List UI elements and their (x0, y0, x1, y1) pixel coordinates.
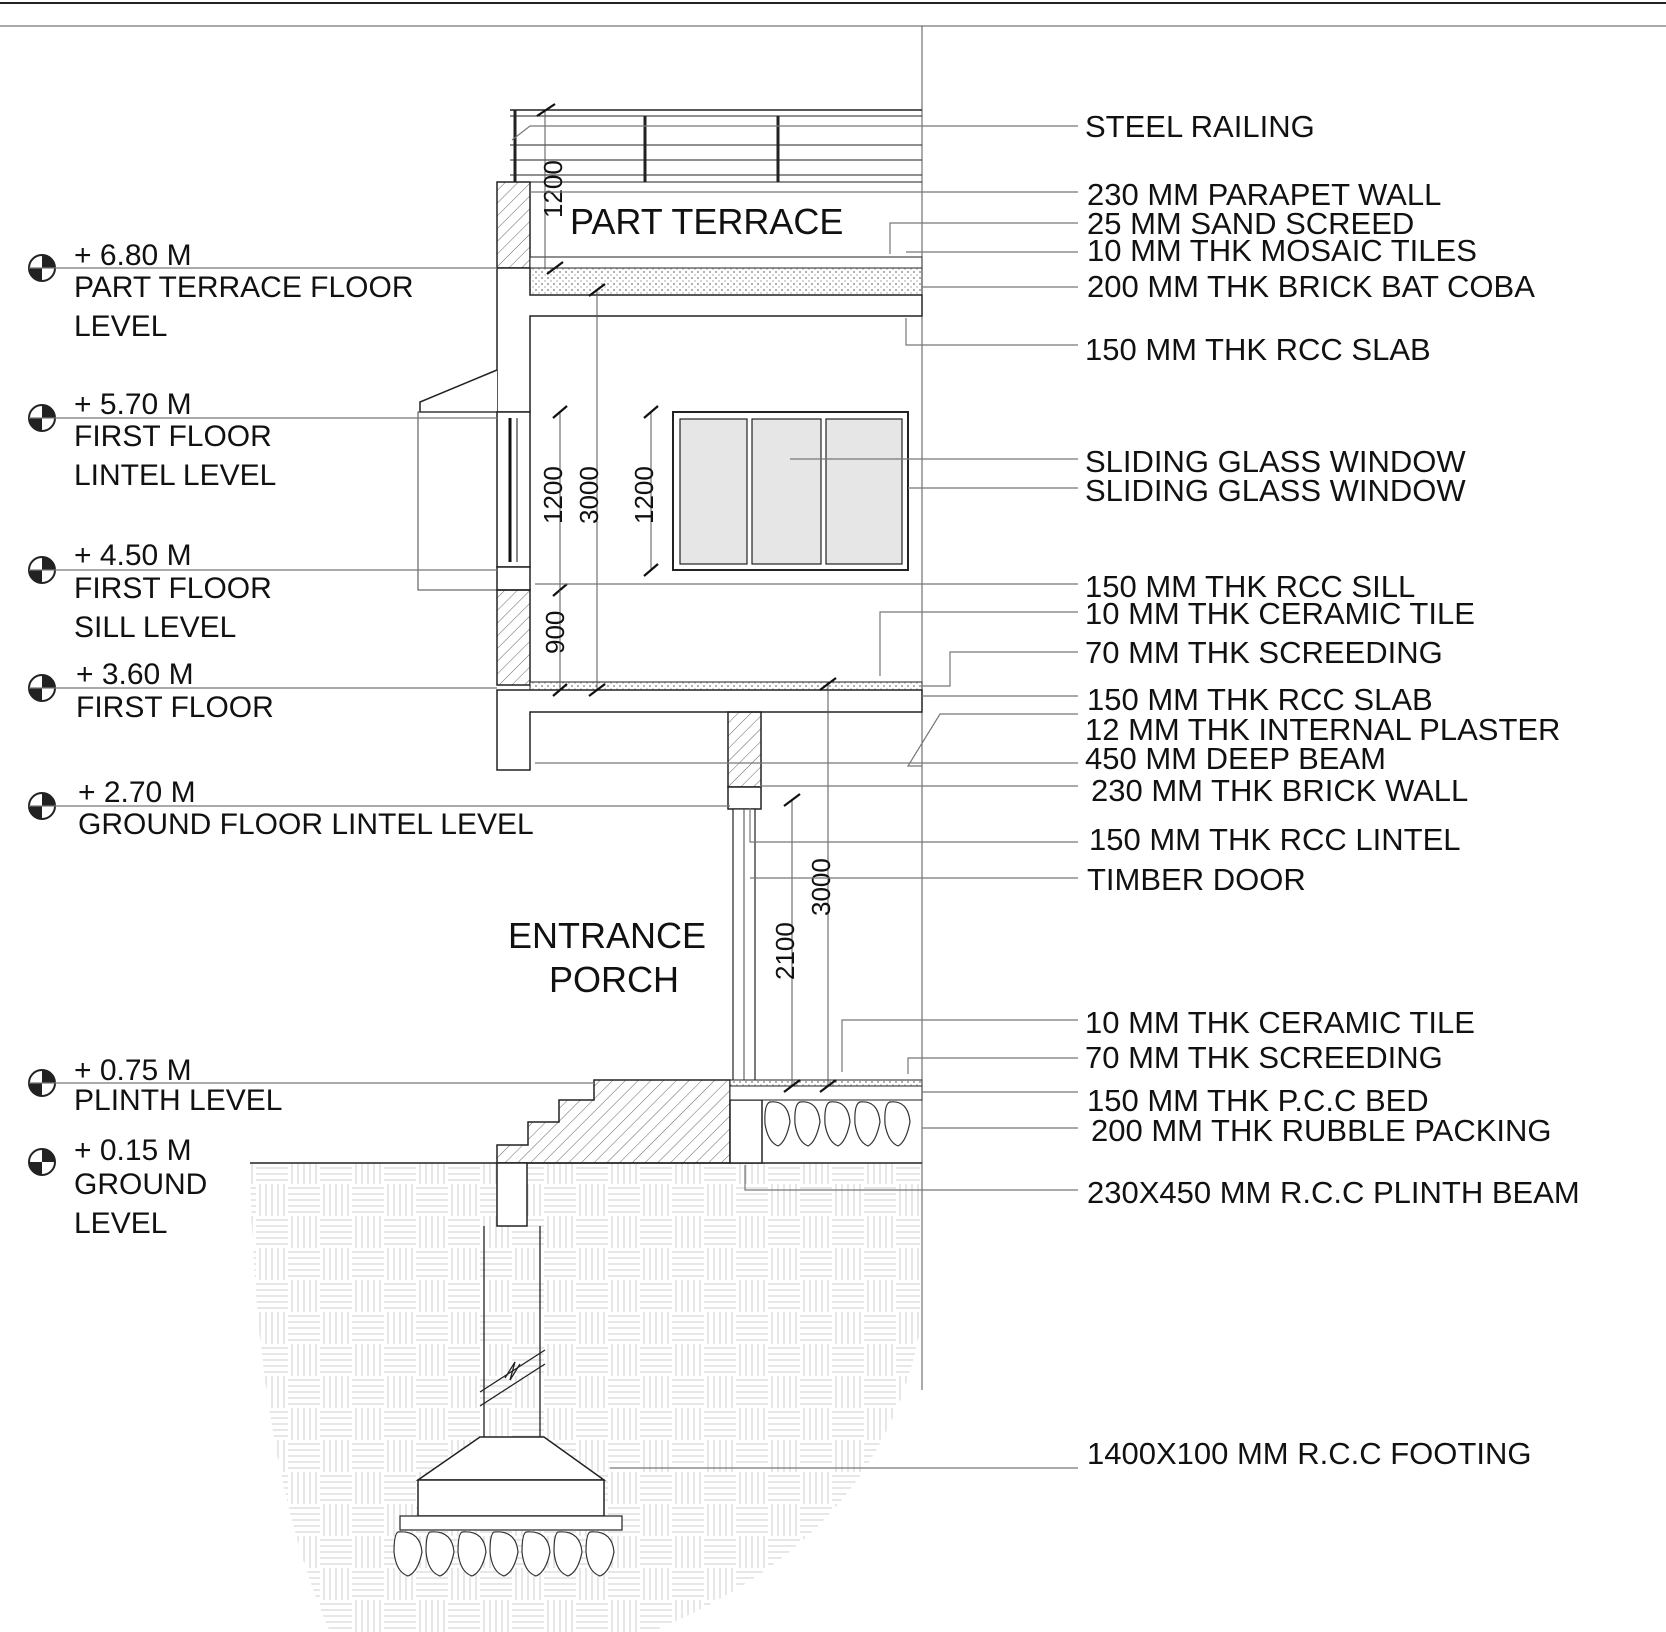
level-value: + 3.60 M (76, 658, 194, 691)
annotation-label: 150 MM THK RCC SLAB (1085, 332, 1431, 367)
level-marker (29, 1149, 55, 1175)
dimension-text: 1200 (629, 466, 659, 524)
annotation-label: SLIDING GLASS WINDOW (1085, 473, 1466, 508)
steel-railing (510, 110, 922, 182)
dimension-text: 1200 (538, 466, 568, 524)
dimension-text: 3000 (806, 858, 836, 916)
level-value: + 0.15 M (74, 1134, 192, 1167)
rubble-packing (765, 1102, 910, 1146)
dimension-text: 2100 (770, 922, 800, 980)
first-floor-finish (530, 682, 922, 690)
annotation-label: 150 MM THK P.C.C BED (1087, 1083, 1429, 1118)
dimension-text: 1200 (538, 160, 568, 218)
level-name: SILL LEVEL (74, 611, 237, 644)
annotation-label: 200 MM THK RUBBLE PACKING (1091, 1113, 1552, 1148)
rcc-lintel (728, 787, 761, 809)
annotation-label: 150 MM THK RCC LINTEL (1089, 822, 1461, 857)
level-name: FIRST FLOOR (74, 420, 272, 453)
annotation-label: 230 MM THK BRICK WALL (1091, 773, 1469, 808)
annotation-label: 25 MM SAND SCREED (1087, 206, 1415, 241)
annotation-label: 450 MM DEEP BEAM (1085, 741, 1386, 776)
plinth-beam (730, 1100, 762, 1163)
annotation-label: 1400X100 MM R.C.C FOOTING (1087, 1436, 1532, 1471)
first-floor-slab-beam (497, 690, 922, 770)
room-label-porch: ENTRANCE (508, 915, 707, 956)
annotation-label: 70 MM THK SCREEDING (1085, 1040, 1443, 1075)
level-value: + 2.70 M (78, 776, 196, 809)
annotation-label: 200 MM THK BRICK BAT COBA (1087, 269, 1535, 304)
annotation-label: SLIDING GLASS WINDOW (1085, 444, 1466, 479)
chajja (420, 370, 497, 412)
dimension-text: 900 (540, 610, 570, 654)
entrance-steps (497, 1080, 730, 1163)
level-name: GROUND (74, 1168, 208, 1201)
level-name: LINTEL LEVEL (74, 459, 277, 492)
level-name: LEVEL (74, 310, 168, 343)
level-value: + 6.80 M (74, 239, 192, 272)
level-name: PLINTH LEVEL (74, 1084, 283, 1117)
annotation-label: 150 MM THK RCC SLAB (1087, 682, 1433, 717)
annotation-label: 10 MM THK CERAMIC TILE (1085, 596, 1475, 631)
chajja-projection (418, 412, 497, 590)
annotation-label: STEEL RAILING (1085, 109, 1315, 144)
annotation-label: 70 MM THK SCREEDING (1085, 635, 1443, 670)
ground-floor-brick-wall (728, 712, 761, 787)
room-label-terrace: PART TERRACE (570, 201, 844, 242)
level-name: GROUND FLOOR LINTEL LEVEL (78, 808, 534, 841)
level-name: FIRST FLOOR (76, 691, 274, 724)
sliding-glass-window (673, 412, 908, 570)
level-value: + 0.75 M (74, 1054, 192, 1087)
mosaic-tile-layer (530, 257, 922, 268)
room-label-porch: PORCH (549, 959, 680, 1000)
first-floor-wall (497, 590, 530, 685)
level-value: + 4.50 M (74, 539, 192, 572)
ground-floor-finish (730, 1080, 922, 1086)
window-frame-section (497, 412, 530, 567)
footing-pcc (418, 1480, 604, 1516)
annotation-labels (1085, 109, 1580, 1471)
annotation-label: 150 MM THK RCC SILL (1085, 569, 1416, 604)
annotation-label: 12 MM THK INTERNAL PLASTER (1085, 712, 1561, 747)
annotation-label: 230X450 MM R.C.C PLINTH BEAM (1087, 1175, 1580, 1210)
parapet-wall (497, 182, 530, 268)
annotation-label: 230 MM PARAPET WALL (1087, 177, 1442, 212)
dimension-text: 3000 (574, 466, 604, 524)
annotation-label: 10 MM THK CERAMIC TILE (1085, 1005, 1475, 1040)
column-stub (497, 1163, 527, 1226)
level-name: FIRST FLOOR (74, 572, 272, 605)
annotation-label: TIMBER DOOR (1087, 862, 1306, 897)
brick-bat-coba (530, 268, 922, 295)
rcc-sill (497, 567, 530, 590)
level-name: LEVEL (74, 1207, 168, 1240)
level-value: + 5.70 M (74, 388, 192, 421)
level-name: PART TERRACE FLOOR (74, 271, 414, 304)
annotation-label: 10 MM THK MOSAIC TILES (1087, 233, 1477, 268)
